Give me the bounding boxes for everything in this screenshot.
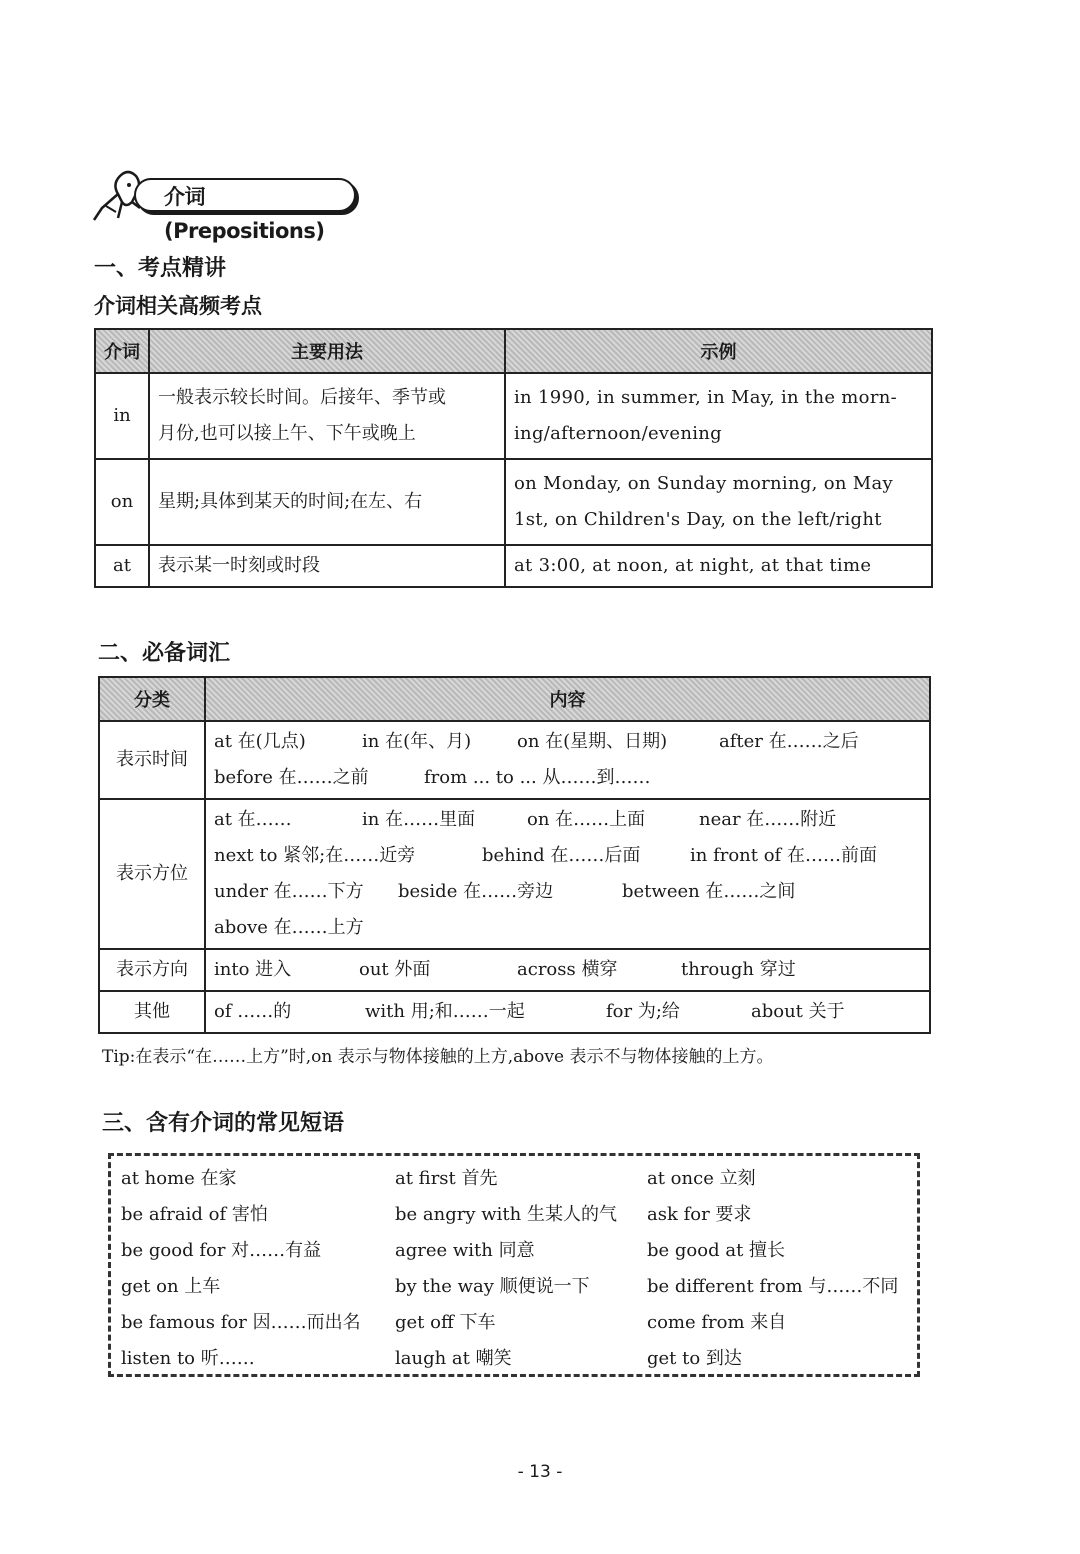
phrase-item: be different from 与……不同 [647, 1276, 899, 1297]
vocab-item: into 进入 [214, 959, 292, 980]
example-line: ing/afternoon/evening [514, 423, 722, 444]
phrase-item: laugh at 嘲笑 [395, 1348, 512, 1369]
category-cell: 表示方位 [99, 799, 205, 949]
usage-cell: 表示某一时刻或时段 [149, 545, 505, 587]
vocab-item: out 外面 [359, 959, 431, 980]
example-cell [505, 459, 932, 545]
category-cell: 表示时间 [99, 721, 205, 799]
col-header-category: 分类 [99, 677, 205, 721]
vocab-item: before 在……之前 [214, 767, 369, 788]
phrase-item: be famous for 因……而出名 [121, 1312, 361, 1333]
vocab-item: on 在(星期、日期) [517, 731, 668, 752]
phrase-item: by the way 顺便说一下 [395, 1276, 590, 1297]
phrase-item: ask for 要求 [647, 1204, 752, 1225]
prep-cell: at [95, 545, 149, 587]
prep-cell: on [95, 459, 149, 545]
vocab-item: at 在…… [214, 809, 292, 830]
vocab-item: of ……的 [214, 1001, 292, 1022]
phrase-item: get off 下车 [395, 1312, 496, 1333]
phrase-item: at once 立刻 [647, 1168, 756, 1189]
section2-heading: 二、必备词汇 [98, 641, 231, 666]
section-title: 介词(Prepositions) [134, 178, 356, 212]
content-line [214, 952, 921, 988]
col-header-content: 内容 [205, 677, 930, 721]
vocab-item: at 在(几点) [214, 731, 306, 752]
tip-note: Tip:在表示“在……上方”时,on 表示与物体接触的上方,above 表示不与物体接触的上方。 [102, 1047, 774, 1067]
vocab-item: in 在(年、月) [362, 731, 472, 752]
table-header-row [99, 677, 930, 721]
table-row [99, 949, 930, 991]
vocab-item: beside 在……旁边 [398, 881, 554, 902]
example-line: in 1990, in summer, in May, in the morn- [514, 387, 897, 408]
example-line: on Monday, on Sunday morning, on May [514, 473, 893, 494]
prep-cell: in [95, 373, 149, 459]
usage-line: 一般表示较长时间。后接年、季节或 [158, 387, 446, 408]
section1-subheading: 介词相关高频考点 [94, 294, 262, 318]
phrase-item: come from 来自 [647, 1312, 787, 1333]
table-row [99, 991, 930, 1033]
phrase-item: be good for 对……有益 [121, 1240, 322, 1261]
vocab-item: in front of 在……前面 [690, 845, 877, 866]
usage-cell [149, 373, 505, 459]
section1-heading: 一、考点精讲 [94, 256, 227, 281]
table-row [95, 545, 932, 587]
vocab-item: on 在……上面 [527, 809, 646, 830]
vocab-item: behind 在……后面 [482, 845, 641, 866]
vocab-item: after 在……之后 [719, 731, 859, 752]
phrase-item: get to 到达 [647, 1348, 742, 1369]
vocab-item: above 在……上方 [214, 917, 364, 938]
vocabulary-table [98, 676, 931, 1034]
prepositions-table [94, 328, 933, 588]
vocab-item: from ... to ... 从……到…… [424, 767, 651, 788]
example-cell: at 3:00, at noon, at night, at that time [505, 545, 932, 587]
vocab-item: for 为;给 [606, 1001, 680, 1022]
phrase-item: be angry with 生某人的气 [395, 1204, 617, 1225]
col-header-usage: 主要用法 [149, 329, 505, 373]
usage-cell: 星期;具体到某天的时间;在左、右 [149, 459, 505, 545]
col-header-example: 示例 [505, 329, 932, 373]
category-cell: 其他 [99, 991, 205, 1033]
section-badge [92, 168, 382, 243]
table-row [95, 373, 932, 459]
vocab-item: between 在……之间 [622, 881, 796, 902]
content-line [214, 802, 921, 838]
col-header-prep: 介词 [95, 329, 149, 373]
content-cell [205, 949, 930, 991]
content-line [214, 760, 921, 796]
table-row [99, 721, 930, 799]
vocab-item: across 横穿 [517, 959, 618, 980]
category-cell: 表示方向 [99, 949, 205, 991]
table-header-row [95, 329, 932, 373]
content-line [214, 994, 921, 1030]
vocab-item: in 在……里面 [362, 809, 476, 830]
phrase-item: at home 在家 [121, 1168, 237, 1189]
vocab-item: near 在……附近 [699, 809, 837, 830]
phrase-item: be good at 擅长 [647, 1240, 786, 1261]
section3-heading: 三、含有介词的常见短语 [102, 1111, 345, 1136]
content-line [214, 910, 921, 946]
vocab-item: about 关于 [751, 1001, 845, 1022]
phrase-item: be afraid of 害怕 [121, 1204, 268, 1225]
usage-line: 月份,也可以接上午、下午或晚上 [158, 423, 416, 444]
vocab-item: through 穿过 [681, 959, 796, 980]
page-number: - 13 - [517, 1462, 563, 1482]
content-cell [205, 721, 930, 799]
content-cell [205, 799, 930, 949]
phrase-item: at first 首先 [395, 1168, 498, 1189]
content-line [214, 724, 921, 760]
table-row [95, 459, 932, 545]
vocab-item: under 在……下方 [214, 881, 364, 902]
phrase-item: get on 上车 [121, 1276, 221, 1297]
content-line [214, 874, 921, 910]
example-cell [505, 373, 932, 459]
content-line [214, 838, 921, 874]
phrase-box [108, 1153, 920, 1377]
phrase-item: listen to 听…… [121, 1348, 255, 1369]
table-row [99, 799, 930, 949]
vocab-item: next to 紧邻;在……近旁 [214, 845, 416, 866]
example-line: 1st, on Children's Day, on the left/right [514, 509, 882, 530]
content-cell [205, 991, 930, 1033]
phrase-item: agree with 同意 [395, 1240, 535, 1261]
vocab-item: with 用;和……一起 [365, 1001, 525, 1022]
